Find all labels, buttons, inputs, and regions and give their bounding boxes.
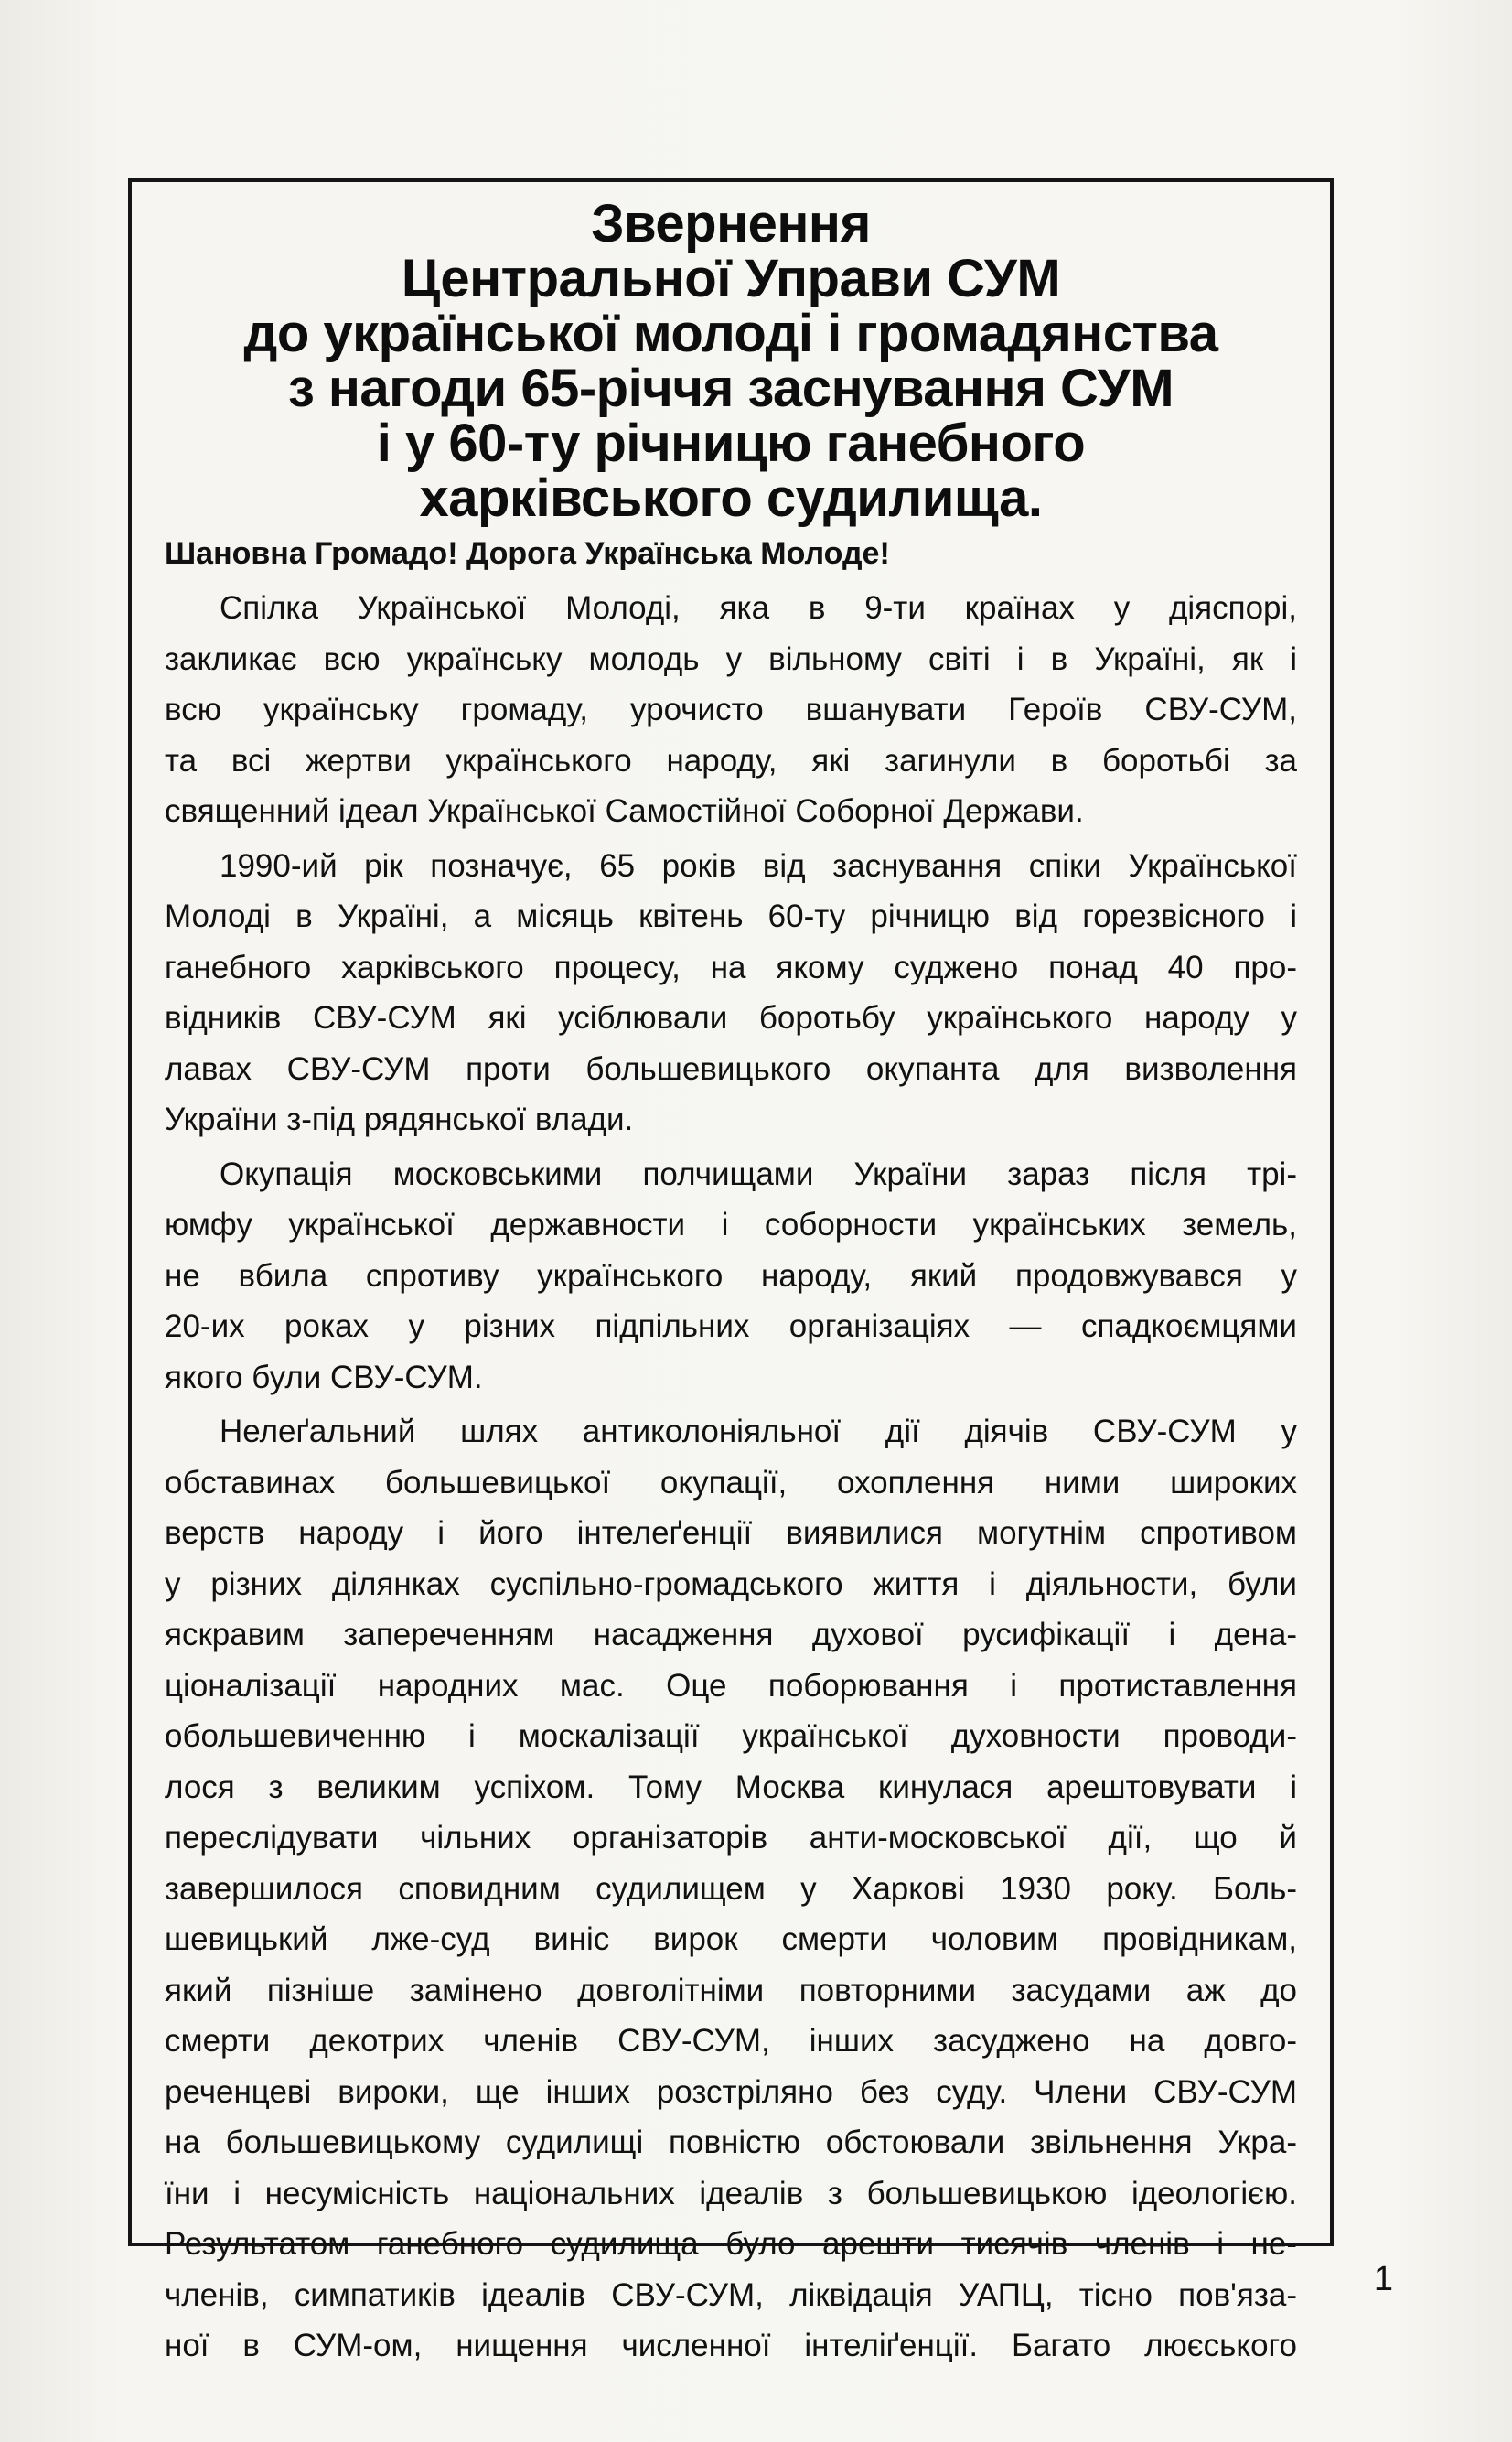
text-line: 20-их роках у різних підпільних організаціях — спадкоємцями	[165, 1308, 1297, 1344]
document-frame	[128, 178, 1334, 2363]
text-line: переслідувати чільних організаторів анти-московської дії, що й	[165, 1820, 1297, 1856]
text-line: смерти декотрих членів СВУ-СУМ, інших засуджено на довго-	[165, 2023, 1297, 2059]
text-line: обольшевиченню і москалізації української духовности проводи-	[165, 1718, 1297, 1754]
paragraph-4	[165, 1406, 1297, 2372]
text-line: юмфу української державности і соборности українських земель,	[165, 1207, 1297, 1243]
text-line: Нелеґальний шлях антиколоніяльної дії діячів СВУ-СУМ у	[220, 1414, 1297, 1449]
text-line: яскравим запереченням насадження духової русифікації і дена-	[165, 1617, 1297, 1652]
text-line: та всі жертви українського народу, які загинули в боротьбі за	[165, 742, 1297, 779]
text-line: верств народу і його інтелеґенції виявилися могутнім спротивом	[165, 1515, 1297, 1551]
text-line: всю українську громаду, урочисто вшанувати Героїв СВУ-СУМ,	[165, 692, 1297, 727]
text-line: священний ідеал Української Самостійної Соборної Держави.	[165, 793, 1084, 829]
heading-line: харківського судилища.	[419, 468, 1043, 528]
text-line: на большевицькому судилищі повністю обстоювали звільнення Укра-	[165, 2125, 1297, 2160]
text-line: Молоді в Україні, а місяць квітень 60-ту річницю від горезвісного і	[165, 898, 1297, 934]
text-line: Спілка Української Молоді, яка в 9-ти країнах у діяспорі,	[220, 590, 1297, 626]
heading-line: з нагоди 65-річчя заснування СУМ	[287, 359, 1174, 418]
heading-line: Звернення	[591, 194, 871, 253]
text-line: членів, симпатиків ідеалів СВУ-СУМ, ліквідація УАПЦ, тісно пов'яза-	[165, 2276, 1297, 2313]
text-line: лося з великим успіхом. Тому Москва кинулася арештовувати і	[165, 1769, 1297, 1805]
text-line: Окупація московськими полчищами України зараз після трі-	[220, 1156, 1297, 1192]
text-line: Результатом ганебного судилища було арешти тисячів членів і не-	[165, 2226, 1297, 2262]
text-line: не вбила спротиву українського народу, який продовжувався у	[165, 1257, 1297, 1294]
text-line: шевицький лже-суд виніс вирок смерти чоловим провідникам,	[165, 1921, 1297, 1957]
text-line: 1990-ий рік позначує, 65 років від заснування спіки Української	[220, 847, 1297, 884]
text-line: у різних ділянках суспільно-громадського життя і діяльности, були	[165, 1565, 1297, 1602]
paragraph-3	[165, 1149, 1297, 1404]
text-line: який пізніше замінено довголітніми повторними засудами аж до	[165, 1972, 1297, 2008]
text-line: ціоналізації народних мас. Оце поборювання і протиставлення	[165, 1667, 1297, 1704]
paragraph-1	[165, 583, 1297, 837]
text-line: їни і несумісність національних ідеалів з большевицькою ідеологією.	[165, 2175, 1297, 2211]
page-number: 1	[1373, 2260, 1393, 2298]
text-line: ної в СУМ-ом, нищення численної інтеліґенції. Багато люєського	[165, 2328, 1297, 2363]
document-heading	[165, 194, 1297, 528]
text-line: лавах СВУ-СУМ проти большевицького окупанта для визволення	[165, 1050, 1297, 1087]
text-line: відників СВУ-СУМ які усіблювали боротьбу українського народу у	[165, 1000, 1297, 1036]
heading-line: і у 60-ту річницю ганебного	[376, 414, 1086, 473]
text-line: України з-під рядянської влади.	[165, 1102, 634, 1137]
text-line: якого були СВУ-СУМ.	[165, 1359, 483, 1395]
text-line: завершилося сповидним судилищем у Харкові 1930 року. Боль-	[165, 1870, 1297, 1907]
salutation: Шановна Громадо! Дорога Українська Молоде!	[165, 536, 890, 571]
text-line: закликає всю українську молодь у вільному світі і в Україні, як і	[165, 640, 1297, 677]
paragraph-2	[165, 841, 1297, 1146]
text-line: обставинах большевицької окупації, охоплення ними широких	[165, 1464, 1297, 1501]
text-line: реченцеві вироки, ще інших розстріляно без суду. Члени СВУ-СУМ	[165, 2073, 1297, 2110]
heading-line: до української молоді і громадянства	[243, 304, 1218, 363]
heading-line: Центральної Управи СУМ	[401, 249, 1061, 308]
text-line: ганебного харківського процесу, на якому суджено понад 40 про-	[165, 949, 1297, 985]
